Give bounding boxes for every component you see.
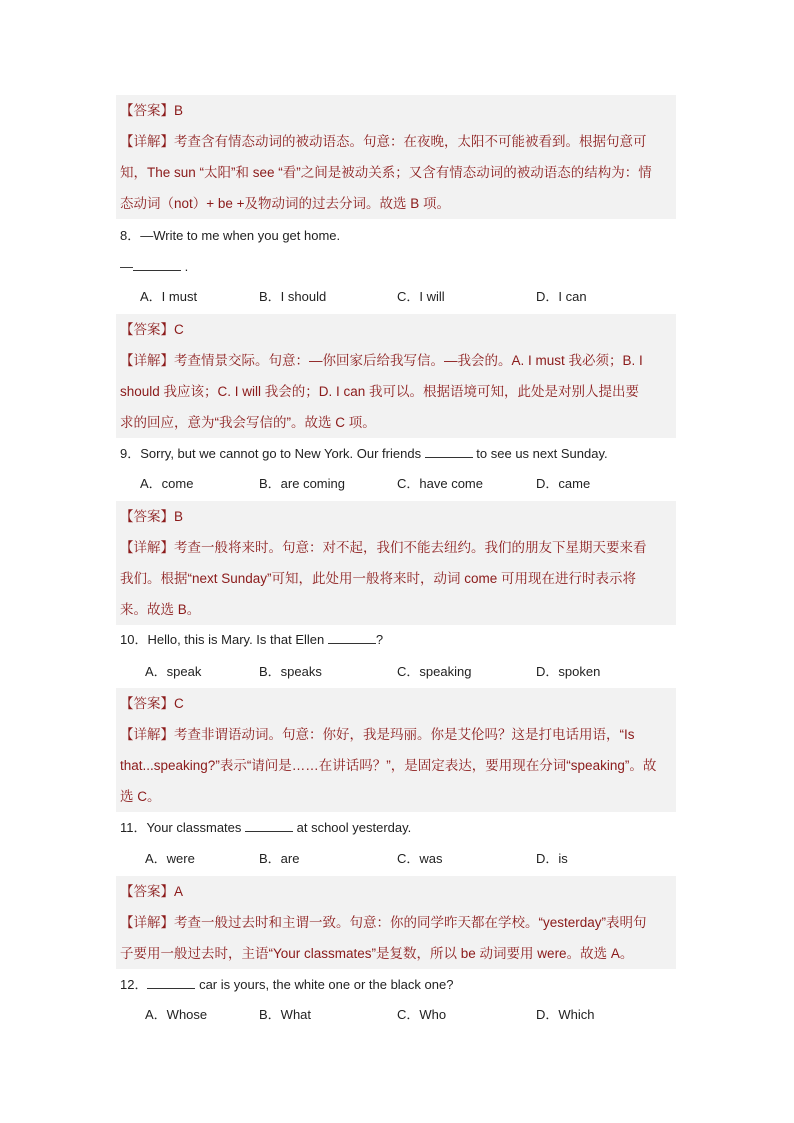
stem-after-blank: car is yours, the white one or the black one? (195, 977, 454, 992)
detail-line: 【详解】考查情景交际。句意：—你回家后给我写信。—我会的。A. I must 我必须；B. I (120, 353, 643, 368)
detail-line: 选 C。 (120, 789, 161, 804)
question-8-reply (120, 257, 188, 277)
option-a[interactable]: A．were (145, 851, 195, 866)
stem-after-blank: at school yesterday. (293, 820, 412, 835)
answer-label: 【答案】C (120, 696, 184, 711)
reply-end: . (181, 259, 189, 274)
detail-line: 【详解】考查一般过去时和主谓一致。句意：你的同学昨天都在学校。“yesterday”表明句 (120, 915, 647, 930)
detail-line: 【详解】考查非谓语动词。句意：你好，我是玛丽。你是艾伦吗？这是打电话用语，“Is (120, 727, 635, 742)
question-9-options (0, 474, 794, 494)
answer-blank (245, 819, 293, 832)
question-12-options (0, 1005, 794, 1025)
option-b[interactable]: B．I should (259, 289, 327, 304)
option-b[interactable]: B．speaks (259, 664, 322, 679)
answer-block-11 (116, 876, 676, 969)
option-c[interactable]: C．was (397, 851, 443, 866)
question-9-stem (120, 444, 608, 464)
answer-block-8 (116, 314, 676, 438)
detail-line: 【详解】考查一般将来时。句意：对不起，我们不能去纽约。我们的朋友下星期天要来看 (120, 540, 647, 555)
question-10-options (0, 662, 794, 682)
answer-blank (147, 976, 195, 989)
detail-line: 来。故选 B。 (120, 602, 201, 617)
option-c[interactable]: C．Who (397, 1007, 447, 1022)
answer-blank (425, 445, 473, 458)
detail-line: 【详解】考查含有情态动词的被动语态。句意：在夜晚，太阳不可能被看到。根据句意可 (120, 134, 647, 149)
detail-line: 态动词（not）+ be +及物动词的过去分词。故选 B 项。 (120, 196, 451, 211)
option-d[interactable]: D．I can (536, 289, 587, 304)
question-8-options (0, 287, 794, 307)
option-d[interactable]: D．Which (536, 1007, 595, 1022)
answer-block-7 (116, 95, 676, 219)
stem-before-blank: 11．Your classmates (120, 820, 246, 835)
question-11-stem (120, 818, 411, 838)
option-c[interactable]: C．have come (397, 476, 483, 491)
answer-block-9 (116, 501, 676, 625)
detail-line: 子要用一般过去时，主语“Your classmates”是复数，所以 be 动词要用 were。故选 A。 (120, 946, 634, 961)
stem-before-blank: 10．Hello, this is Mary. Is that Ellen (120, 632, 328, 647)
option-d[interactable]: D．came (536, 476, 591, 491)
stem-before-blank: 12． (120, 977, 148, 992)
detail-line: 我们。根据“next Sunday”可知，此处用一般将来时，动词 come 可用现在进行时表示将 (120, 571, 637, 586)
option-d[interactable]: D．spoken (536, 664, 601, 679)
detail-line: 求的回应，意为“我会写信的”。故选 C 项。 (120, 415, 376, 430)
question-8-stem: 8．—Write to me when you get home. (120, 228, 341, 243)
stem-after-blank: to see us next Sunday. (472, 446, 608, 461)
answer-blank (133, 258, 181, 271)
detail-line: 知，The sun “太阳”和 see “看”之间是被动关系；又含有情态动词的被动语态的结构为：情 (120, 165, 652, 180)
stem-before-blank: 9．Sorry, but we cannot go to New York. Our friends (120, 446, 425, 461)
option-c[interactable]: C．I will (397, 289, 445, 304)
option-a[interactable]: A．speak (145, 664, 202, 679)
reply-dash: — (120, 259, 133, 274)
detail-line: should 我应该；C. I will 我会的；D. I can 我可以。根据语境可知，此处是对别人提出要 (120, 384, 640, 399)
option-b[interactable]: B．are (259, 851, 300, 866)
stem-after-blank: ? (375, 632, 384, 647)
option-a[interactable]: A．come (140, 476, 194, 491)
answer-label: 【答案】B (120, 509, 184, 524)
answer-block-10 (116, 688, 676, 812)
option-b[interactable]: B．are coming (259, 476, 345, 491)
question-11-options (0, 849, 794, 869)
answer-blank (328, 631, 376, 644)
option-a[interactable]: A．I must (140, 289, 198, 304)
option-a[interactable]: A．Whose (145, 1007, 208, 1022)
option-b[interactable]: B．What (259, 1007, 312, 1022)
answer-label: 【答案】C (120, 322, 184, 337)
answer-label: 【答案】B (120, 103, 184, 118)
option-d[interactable]: D．is (536, 851, 568, 866)
answer-label: 【答案】A (120, 884, 184, 899)
detail-line: that...speaking?”表示“请问是……在讲话吗？”，是固定表达，要用现在分词“speaking”。故 (120, 758, 657, 773)
question-10-stem (120, 630, 383, 650)
option-c[interactable]: C．speaking (397, 664, 472, 679)
question-12-stem (120, 975, 453, 995)
